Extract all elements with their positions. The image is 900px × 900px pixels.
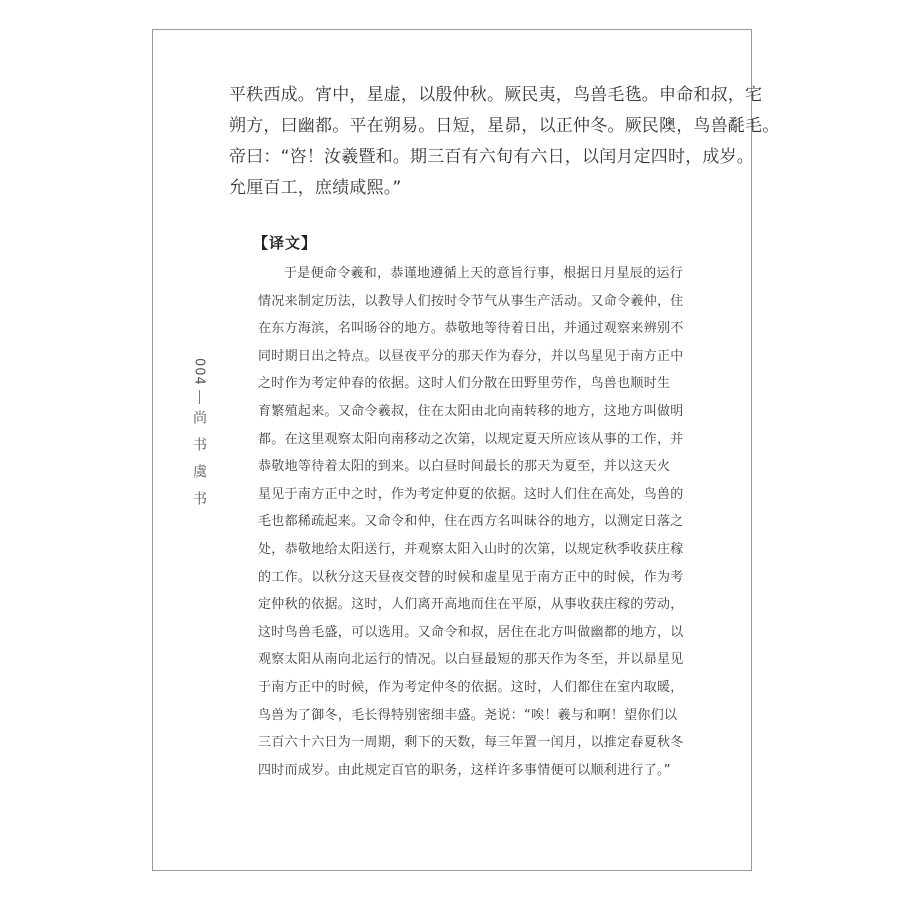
original-line: 允厘百工，庶绩咸熙。”	[229, 178, 402, 198]
translation-line: 恭敬地等待着太阳的到来。以白昼时间最长的那天为夏至，并以这天火	[258, 459, 671, 475]
translation-line: 于是便命令羲和，恭谨地遵循上天的意旨行事，根据日月星辰的运行	[284, 266, 684, 281]
translation-line: 处，恭敬地给太阳送行，并观察太阳入山时的次第，以规定秋季收获庄稼	[258, 541, 684, 557]
translation-line: 在东方海滨，名叫旸谷的地方。恭敬地等待着日出，并通过观察来辨别不	[258, 321, 684, 337]
translation-line: 三百六十六日为一周期，剩下的天数，每三年置一闰月，以推定春夏秋冬	[258, 735, 684, 751]
original-text	[229, 80, 780, 204]
translation-text	[258, 260, 684, 784]
translation-line: 同时期日出之特点。以昼夜平分的那天作为春分，并以鸟星见于南方正中	[258, 348, 684, 364]
translation-line: 的工作。以秋分这天昼夜交替的时候和虚星见于南方正中的时候，作为考	[258, 569, 684, 585]
header-divider	[199, 390, 200, 404]
translation-line: 于南方正中的时候，作为考定仲冬的依据。这时，人们都住在室内取暖，	[258, 679, 684, 695]
original-line: 朔方，曰幽都。平在朔易。日短，星昴，以正仲冬。厥民隩，鸟兽氄毛。	[229, 116, 780, 136]
translation-line: 这时鸟兽毛盛，可以选用。又命令和叔，居住在北方叫做幽都的地方，以	[258, 624, 684, 640]
book-title: 尚书虞书	[191, 409, 207, 518]
translation-line: 情况来制定历法，以教导人们按时令节气从事生产活动。又命令羲仲，住	[258, 293, 684, 309]
book-page	[152, 29, 780, 871]
translation-line: 观察太阳从南向北运行的情况。以白昼最短的那天作为冬至，并以昴星见	[258, 652, 684, 668]
translation-line: 毛也都稀疏起来。又命令和仲，住在西方名叫昧谷的地方，以测定日落之	[258, 514, 684, 530]
translation-line: 定仲秋的依据。这时，人们离开高地而住在平原，从事收获庄稼的劳动，	[258, 597, 684, 613]
translation-heading: 【译文】	[253, 234, 318, 252]
original-line: 平秩西成。宵中，星虚，以殷仲秋。厥民夷，鸟兽毛毨。申命和叔，宅	[229, 85, 763, 105]
translation-line: 都。在这里观察太阳向南移动之次第，以规定夏天所应该从事的工作，并	[258, 431, 684, 447]
running-header	[189, 358, 209, 518]
original-line: 帝曰：“咨！汝羲暨和。期三百有六旬有六日，以闰月定四时，成岁。	[229, 147, 755, 167]
translation-line: 星见于南方正中之时，作为考定仲夏的依据。这时人们住在高处，鸟兽的	[258, 486, 684, 502]
translation-line: 之时作为考定仲春的依据。这时人们分散在田野里劳作，鸟兽也顺时生	[258, 376, 671, 392]
translation-line: 育繁殖起来。又命令羲叔，住在太阳由北向南转移的地方，这地方叫做明	[258, 403, 684, 419]
page-number: 004	[191, 358, 207, 386]
translation-line: 四时而成岁。由此规定百官的职务，这样许多事情便可以顺利进行了。”	[258, 762, 671, 778]
translation-line: 鸟兽为了御冬，毛长得特别密细丰盛。尧说：“唉！羲与和啊！望你们以	[258, 707, 678, 723]
